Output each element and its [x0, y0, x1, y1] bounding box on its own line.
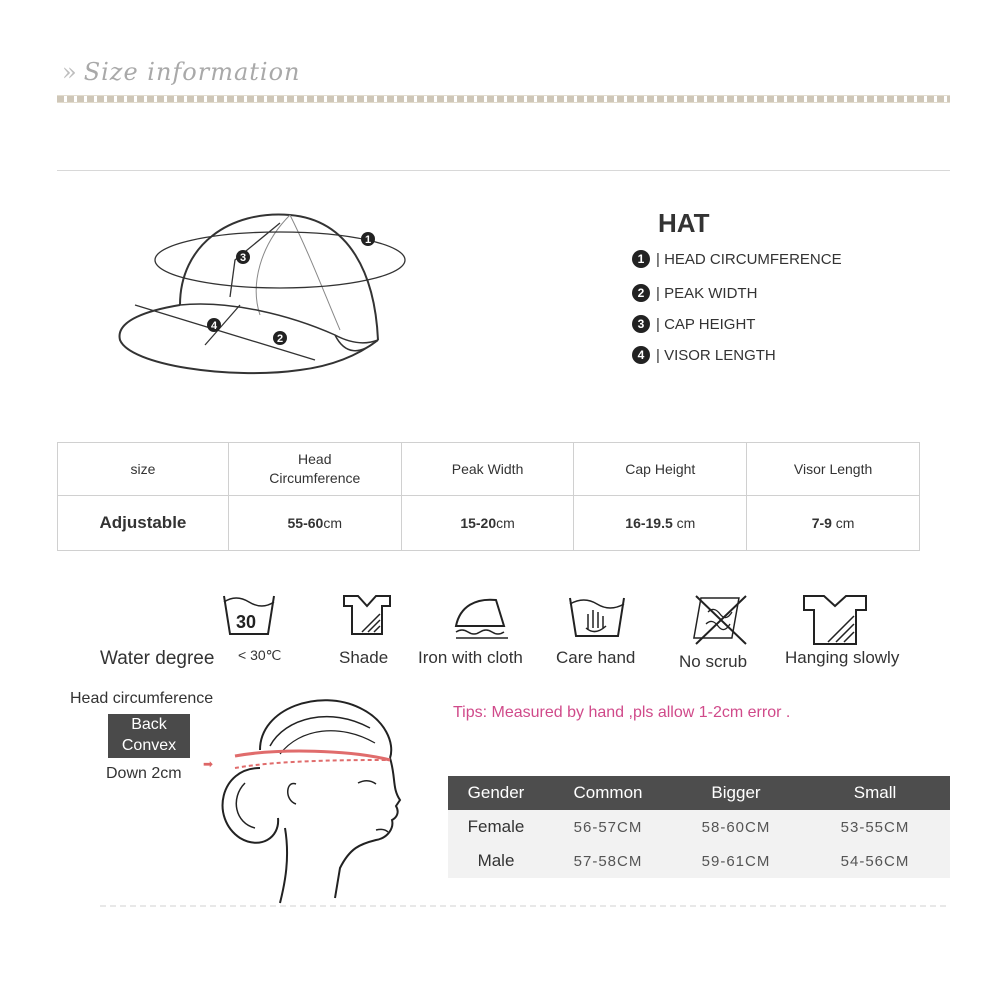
iron-with-cloth-icon — [452, 592, 512, 642]
header-head-circumference: Head Circumference — [228, 443, 401, 496]
gender-female: Female — [448, 810, 544, 844]
care-label-iron: Iron with cloth — [418, 648, 523, 667]
male-small: 54-56CM — [800, 844, 950, 878]
care-label-hanging: Hanging slowly — [785, 648, 900, 667]
cap-height-value: 16-19.5 cm — [574, 496, 747, 551]
convex-label: Convex — [121, 737, 177, 754]
care-label-no-scrub: No scrub — [679, 652, 748, 671]
decorative-divider — [57, 95, 950, 103]
legend-item-visor-length — [632, 346, 776, 364]
header-visor-length: Visor Length — [747, 443, 920, 496]
wash-temp: 30 — [236, 612, 257, 632]
head-circumference-value: 55-60cm — [228, 496, 401, 551]
visor-length-value: 7-9 cm — [747, 496, 920, 551]
male-bigger: 59-61CM — [672, 844, 800, 878]
care-label-water-degree: Water degree — [100, 648, 215, 669]
wash-temp-note: < 30℃ — [238, 647, 282, 663]
gender-male: Male — [448, 844, 544, 878]
header-common: Common — [544, 776, 672, 810]
legend-item-cap-height — [632, 315, 755, 333]
gender-size-table — [448, 776, 950, 878]
female-small: 53-55CM — [800, 810, 950, 844]
number-1-icon: 1 — [632, 250, 650, 268]
hanging-dry-icon — [800, 592, 870, 648]
legend-label: | HEAD CIRCUMFERENCE — [656, 250, 842, 268]
measure-band — [235, 751, 390, 760]
header-gender: Gender — [448, 776, 544, 810]
header-small: Small — [800, 776, 950, 810]
svg-text:4: 4 — [211, 320, 218, 332]
shade-dry-icon — [340, 592, 394, 638]
male-common: 57-58CM — [544, 844, 672, 878]
bottom-divider — [100, 905, 950, 907]
section-title-text: Size information — [83, 58, 301, 86]
peak-width-arrow — [135, 305, 315, 360]
tips-text: Tips: Measured by hand ,pls allow 1-2cm error . — [453, 704, 791, 721]
double-chevron-icon: » — [62, 58, 78, 86]
section-title — [62, 58, 301, 86]
back-convex-badge — [108, 714, 190, 758]
female-common: 56-57CM — [544, 810, 672, 844]
svg-text:2: 2 — [277, 333, 284, 345]
header-cap-height: Cap Height — [574, 443, 747, 496]
peak-width-value: 15-20cm — [401, 496, 574, 551]
cap-visor-outline — [120, 305, 378, 373]
table-row — [448, 844, 950, 878]
header-bigger: Bigger — [672, 776, 800, 810]
care-label-care-hand: Care hand — [556, 648, 636, 667]
legend-label: | PEAK WIDTH — [656, 284, 758, 302]
legend-item-head-circumference — [632, 250, 842, 268]
header-size: size — [58, 443, 229, 496]
back-label: Back — [131, 716, 167, 733]
svg-text:3: 3 — [240, 252, 247, 264]
no-scrub-icon — [692, 592, 750, 648]
legend-label: | VISOR LENGTH — [656, 346, 776, 364]
legend-item-peak-width — [632, 284, 757, 302]
care-label-shade: Shade — [339, 648, 389, 667]
down-2cm-label: Down 2cm — [106, 765, 182, 782]
wash-30-icon — [222, 592, 276, 638]
head-illustration — [200, 688, 410, 910]
table-row — [448, 810, 950, 844]
divider — [57, 170, 950, 171]
svg-text:1: 1 — [365, 234, 372, 246]
hat-title: HAT — [658, 208, 710, 238]
size-value: Adjustable — [58, 496, 229, 551]
arrow-right-icon: ➡ — [203, 757, 214, 771]
hand-wash-icon — [568, 592, 626, 640]
number-2-icon: 2 — [632, 284, 650, 302]
size-table — [57, 442, 920, 551]
number-4-icon: 4 — [632, 346, 650, 364]
cap-diagram — [110, 205, 420, 385]
number-3-icon: 3 — [632, 315, 650, 333]
female-bigger: 58-60CM — [672, 810, 800, 844]
legend-label: | CAP HEIGHT — [656, 315, 756, 333]
header-peak-width: Peak Width — [401, 443, 574, 496]
head-circumference-label: Head circumference — [70, 690, 214, 707]
